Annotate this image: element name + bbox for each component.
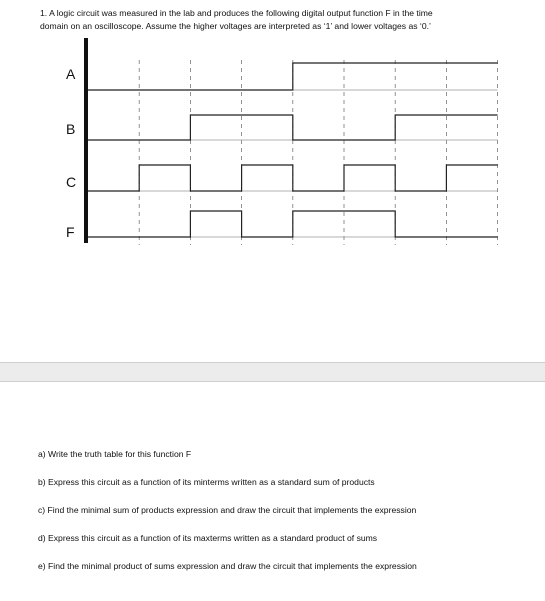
section-separator xyxy=(0,362,545,382)
question-text xyxy=(40,7,530,32)
waveform-f xyxy=(88,211,498,237)
waveform-a xyxy=(88,63,498,90)
part-a: a) Write the truth table for this function F xyxy=(38,449,192,459)
signal-label-c: C xyxy=(66,174,77,190)
part-e: e) Find the minimal product of sums expression and draw the circuit that implements the expression xyxy=(38,561,417,571)
waveform-b xyxy=(88,115,498,140)
signal-label-b: B xyxy=(66,121,76,137)
signal-label-f: F xyxy=(66,224,75,240)
oscilloscope-left-bar xyxy=(84,38,88,243)
timing-diagram-svg xyxy=(0,30,545,260)
question-line-1: 1. A logic circuit was measured in the lab and produces the following digital output function F in the time xyxy=(40,8,433,18)
part-b: b) Express this circuit as a function of its minterms written as a standard sum of products xyxy=(38,477,375,487)
part-c: c) Find the minimal sum of products expression and draw the circuit that implements the expression xyxy=(38,505,417,515)
question-line-2: domain on an oscilloscope. Assume the higher voltages are interpreted as ‘1’ and lower voltages as ‘0.’ xyxy=(40,20,431,31)
waveform-c xyxy=(88,165,498,191)
signal-label-a: A xyxy=(66,66,76,82)
part-d: d) Express this circuit as a function of its maxterms written as a standard product of sums xyxy=(38,533,378,543)
timing-diagram xyxy=(0,30,545,260)
